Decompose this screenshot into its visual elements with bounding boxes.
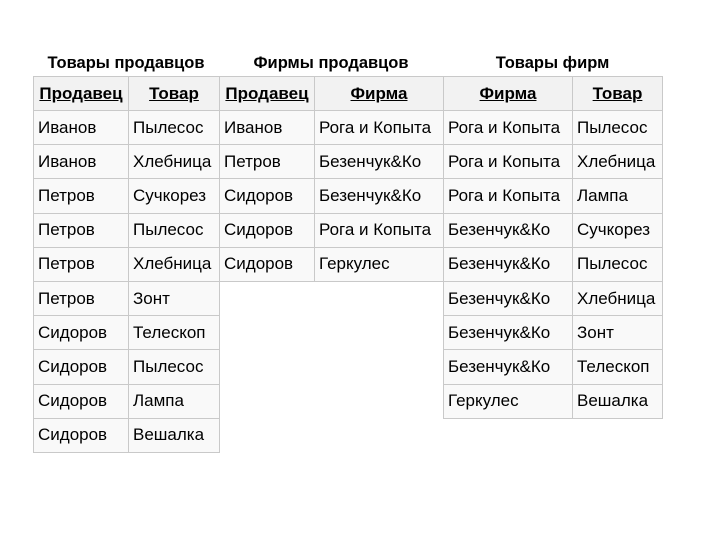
table-cell: Пылесос: [129, 350, 220, 384]
column-header: Товар: [129, 77, 220, 111]
table-row: [34, 179, 220, 213]
table-cell: Петров: [220, 145, 315, 179]
table-firm-goods: [443, 76, 663, 419]
table-cell: Петров: [34, 247, 129, 281]
caption-seller-goods: Товары продавцов: [47, 54, 205, 72]
table-row: [444, 350, 663, 384]
table-cell: Хлебница: [573, 281, 663, 315]
table-cell: Пылесос: [573, 111, 663, 145]
column-header: Фирма: [315, 77, 444, 111]
table-cell: Сучкорез: [129, 179, 220, 213]
table-row: [34, 281, 220, 315]
table-cell: Зонт: [129, 281, 220, 315]
table-cell: Безенчук&Ко: [315, 145, 444, 179]
table-cell: Рога и Копыта: [444, 111, 573, 145]
table-cell: Сидоров: [34, 316, 129, 350]
table-cell: Сидоров: [220, 213, 315, 247]
caption-seller-firms: Фирмы продавцов: [253, 54, 409, 72]
table-cell: Хлебница: [129, 145, 220, 179]
table-cell: Сидоров: [34, 418, 129, 452]
table-cell: Вешалка: [129, 418, 220, 452]
table-cell: Сидоров: [34, 384, 129, 418]
table-row: [34, 145, 220, 179]
table-cell: Безенчук&Ко: [315, 179, 444, 213]
table-cell: Безенчук&Ко: [444, 213, 573, 247]
table-cell: Геркулес: [444, 384, 573, 418]
table-cell: Сучкорез: [573, 213, 663, 247]
table-cell: Безенчук&Ко: [444, 247, 573, 281]
table-cell: Пылесос: [573, 247, 663, 281]
table-row: [444, 247, 663, 281]
table-cell: Сидоров: [220, 247, 315, 281]
table-cell: Рога и Копыта: [315, 213, 444, 247]
table-cell: Сидоров: [34, 350, 129, 384]
table-cell: Лампа: [573, 179, 663, 213]
table-row: [34, 213, 220, 247]
table-cell: Телескоп: [573, 350, 663, 384]
table-seller-goods: [33, 76, 220, 453]
table-cell: Рога и Копыта: [444, 179, 573, 213]
column-header: Продавец: [34, 77, 129, 111]
table-cell: Иванов: [34, 145, 129, 179]
table-cell: Хлебница: [129, 247, 220, 281]
table-cell: Пылесос: [129, 111, 220, 145]
table-row: [444, 316, 663, 350]
table-row: [34, 247, 220, 281]
table-cell: Зонт: [573, 316, 663, 350]
table-row: [34, 350, 220, 384]
table-row: [220, 247, 444, 281]
table-cell: Телескоп: [129, 316, 220, 350]
table-cell: Безенчук&Ко: [444, 281, 573, 315]
table-row: [444, 384, 663, 418]
table-cell: Хлебница: [573, 145, 663, 179]
table-header-row: [220, 77, 444, 111]
table-row: [220, 213, 444, 247]
table-row: [34, 111, 220, 145]
table-header-row: [444, 77, 663, 111]
table-row: [444, 179, 663, 213]
table-row: [220, 111, 444, 145]
table-cell: Петров: [34, 213, 129, 247]
column-header: Фирма: [444, 77, 573, 111]
table-cell: Рога и Копыта: [315, 111, 444, 145]
table-row: [220, 145, 444, 179]
table-cell: Иванов: [220, 111, 315, 145]
column-header: Товар: [573, 77, 663, 111]
table-cell: Иванов: [34, 111, 129, 145]
table-row: [444, 111, 663, 145]
table-cell: Петров: [34, 179, 129, 213]
table-header-row: [34, 77, 220, 111]
table-row: [220, 179, 444, 213]
table-row: [444, 281, 663, 315]
table-cell: Рога и Копыта: [444, 145, 573, 179]
table-cell: Сидоров: [220, 179, 315, 213]
table-cell: Безенчук&Ко: [444, 350, 573, 384]
table-row: [34, 384, 220, 418]
table-row: [444, 213, 663, 247]
caption-firm-goods: Товары фирм: [495, 54, 610, 72]
table-cell: Безенчук&Ко: [444, 316, 573, 350]
table-row: [444, 145, 663, 179]
table-cell: Пылесос: [129, 213, 220, 247]
table-cell: Петров: [34, 281, 129, 315]
table-row: [34, 316, 220, 350]
table-cell: Вешалка: [573, 384, 663, 418]
table-cell: Геркулес: [315, 247, 444, 281]
table-row: [34, 418, 220, 452]
table-seller-firms: [219, 76, 444, 282]
column-header: Продавец: [220, 77, 315, 111]
table-cell: Лампа: [129, 384, 220, 418]
